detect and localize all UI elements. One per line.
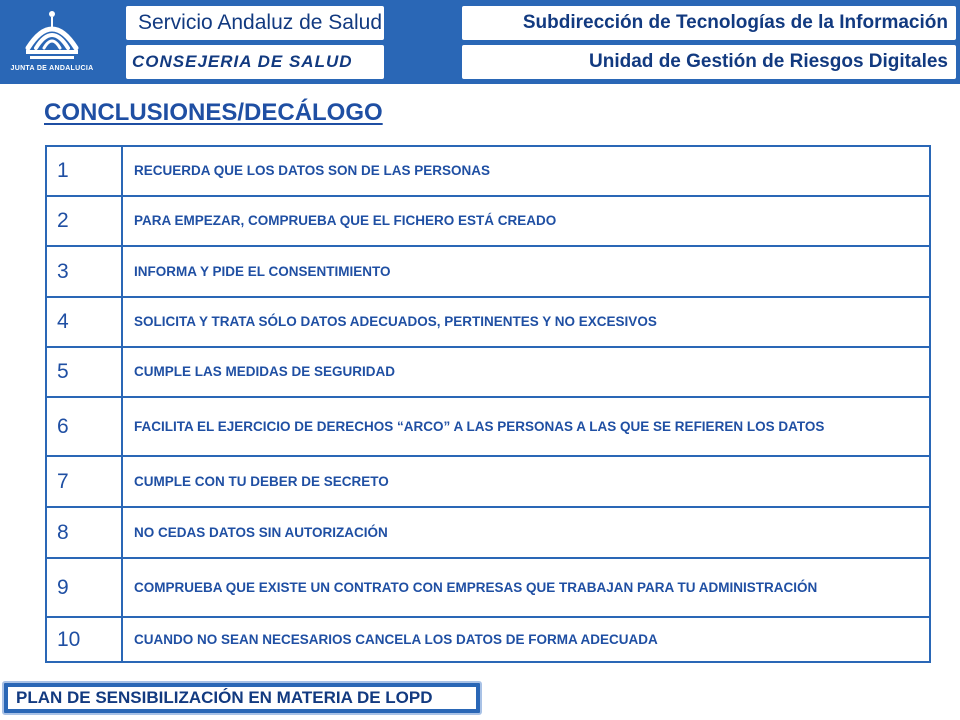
decalogo-row bbox=[46, 456, 930, 507]
item-number: 2 bbox=[46, 196, 122, 246]
decalogo-row bbox=[46, 558, 930, 617]
item-text: CUANDO NO SEAN NECESARIOS CANCELA LOS DATOS DE FORMA ADECUADA bbox=[122, 617, 930, 662]
decalogo-row bbox=[46, 297, 930, 347]
decalogo-row bbox=[46, 146, 930, 196]
item-number: 10 bbox=[46, 617, 122, 662]
item-text: INFORMA Y PIDE EL CONSENTIMIENTO bbox=[122, 246, 930, 297]
footer-banner bbox=[2, 681, 482, 715]
item-text: COMPRUEBA QUE EXISTE UN CONTRATO CON EMPRESAS QUE TRABAJAN PARA TU ADMINISTRACIÓN bbox=[122, 558, 930, 617]
item-text: PARA EMPEZAR, COMPRUEBA QUE EL FICHERO ESTÁ CREADO bbox=[122, 196, 930, 246]
footer-title: PLAN DE SENSIBILIZACIÓN EN MATERIA DE LOPD bbox=[8, 687, 476, 709]
item-text: CUMPLE LAS MEDIDAS DE SEGURIDAD bbox=[122, 347, 930, 397]
junta-de-andalucia-logo-icon bbox=[6, 4, 98, 78]
item-number: 7 bbox=[46, 456, 122, 507]
item-text: FACILITA EL EJERCICIO DE DERECHOS “ARCO” A LAS PERSONAS A LAS QUE SE REFIEREN LOS DATOS bbox=[122, 397, 930, 456]
item-number: 8 bbox=[46, 507, 122, 558]
item-number: 9 bbox=[46, 558, 122, 617]
decalogo-row bbox=[46, 246, 930, 297]
logo-caption: JUNTA DE ANDALUCIA bbox=[10, 65, 94, 72]
item-number: 3 bbox=[46, 246, 122, 297]
unit-name: Unidad de Gestión de Riesgos Digitales bbox=[462, 45, 956, 79]
item-number: 5 bbox=[46, 347, 122, 397]
decalogo-row bbox=[46, 507, 930, 558]
item-number: 6 bbox=[46, 397, 122, 456]
page-title: CONCLUSIONES/DECÁLOGO bbox=[44, 99, 383, 126]
header-banner bbox=[0, 0, 960, 84]
decalogo-row bbox=[46, 196, 930, 246]
item-text: CUMPLE CON TU DEBER DE SECRETO bbox=[122, 456, 930, 507]
item-number: 1 bbox=[46, 146, 122, 196]
decalogo-table bbox=[45, 145, 931, 663]
decalogo-row bbox=[46, 347, 930, 397]
item-text: RECUERDA QUE LOS DATOS SON DE LAS PERSONAS bbox=[122, 146, 930, 196]
subdirectorate-name: Subdirección de Tecnologías de la Información bbox=[462, 6, 956, 40]
item-number: 4 bbox=[46, 297, 122, 347]
decalogo-row bbox=[46, 397, 930, 456]
decalogo-row bbox=[46, 617, 930, 662]
service-name: Servicio Andaluz de Salud bbox=[126, 6, 384, 40]
ministry-name: CONSEJERIA DE SALUD bbox=[126, 45, 384, 79]
item-text: NO CEDAS DATOS SIN AUTORIZACIÓN bbox=[122, 507, 930, 558]
item-text: SOLICITA Y TRATA SÓLO DATOS ADECUADOS, PERTINENTES Y NO EXCESIVOS bbox=[122, 297, 930, 347]
